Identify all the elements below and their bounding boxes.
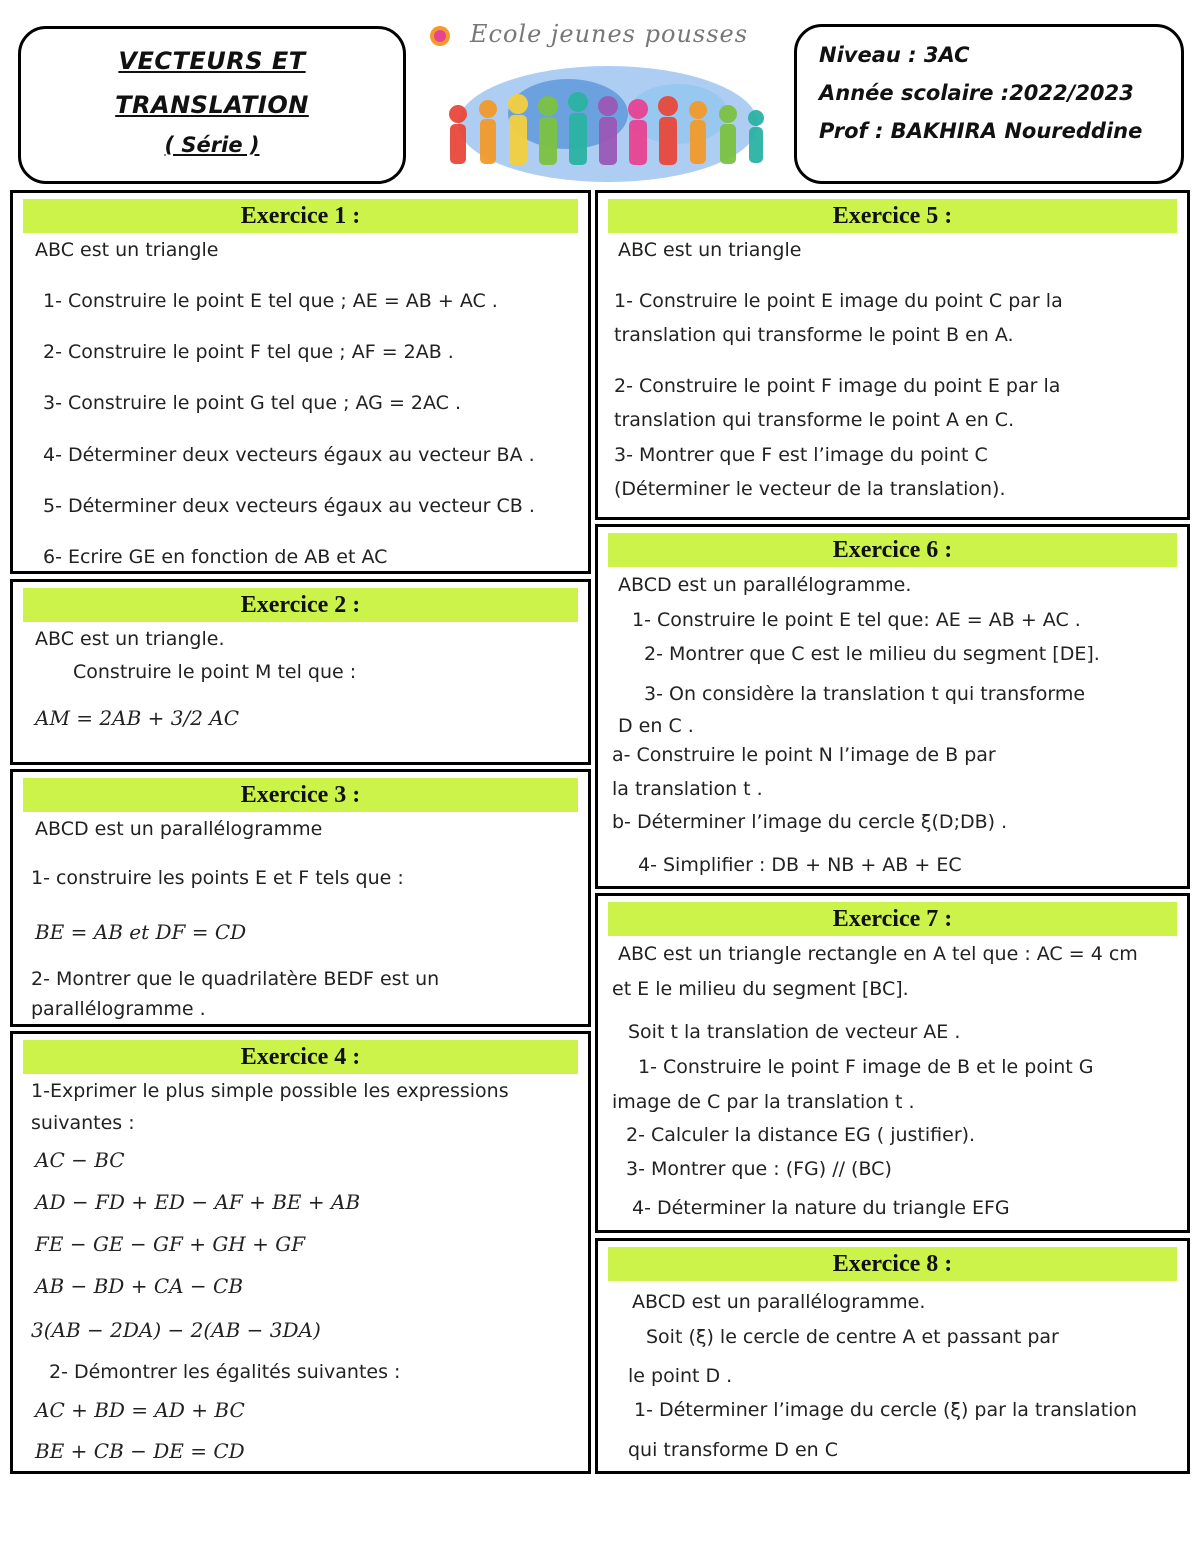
exercise-5-title: Exercice 5 : xyxy=(608,199,1177,233)
ex8-line: le point D . xyxy=(628,1365,733,1387)
ex8-line: Soit (ξ) le cercle de centre A et passant par xyxy=(646,1326,1059,1348)
exercise-6 xyxy=(595,524,1190,889)
exercise-2 xyxy=(10,579,591,765)
exercise-3 xyxy=(10,769,591,1027)
ex7-line: ABC est un triangle rectangle en A tel que : AC = 4 cm xyxy=(618,943,1138,965)
ex7-line: 2- Calculer la distance EG ( justifier). xyxy=(626,1124,976,1146)
ex1-line: 4- Déterminer deux vecteurs égaux au vecteur BA . xyxy=(43,444,535,466)
exercise-1 xyxy=(10,190,591,574)
ex6-line: la translation t . xyxy=(612,778,763,800)
info-box xyxy=(794,24,1184,184)
ex8-line: ABCD est un parallélogramme. xyxy=(632,1291,926,1313)
ex1-line: ABC est un triangle xyxy=(35,239,219,261)
ex5-line: ABC est un triangle xyxy=(618,239,802,261)
ex8-line: qui transforme D en C xyxy=(628,1439,839,1461)
ex4-line: 1-Exprimer le plus simple possible les expressions xyxy=(31,1080,509,1102)
ex3-line: 1- construire les points E et F tels que : xyxy=(31,867,404,889)
ex7-line: 1- Construire le point F image de B et le point G xyxy=(638,1056,1094,1078)
exercise-3-title: Exercice 3 : xyxy=(23,778,578,812)
ex2-line: Construire le point M tel que : xyxy=(73,661,357,683)
exercise-5 xyxy=(595,190,1190,520)
school-year-text: Année scolaire :2022/2023 xyxy=(819,81,1134,105)
ex4-line: 2- Démontrer les égalités suivantes : xyxy=(49,1361,401,1383)
ex4-expression: 3(AB − 2DA) − 2(AB − 3DA) xyxy=(31,1318,321,1342)
ex3-formula: BE = AB et DF = CD xyxy=(35,920,247,944)
ex6-line: b- Déterminer l’image du cercle ξ(D;DB) . xyxy=(612,811,1008,833)
ex4-expression: AD − FD + ED − AF + BE + AB xyxy=(35,1190,361,1214)
ex6-line: D en C . xyxy=(618,715,694,737)
school-name: Ecole jeunes pousses xyxy=(470,20,749,48)
exercise-8-title: Exercice 8 : xyxy=(608,1247,1177,1281)
ex5-line: translation qui transforme le point B en A. xyxy=(614,324,1014,346)
ex1-line: 2- Construire le point F tel que ; AF = 2AB . xyxy=(43,341,454,363)
ex3-line: ABCD est un parallélogramme xyxy=(35,818,323,840)
ex8-line: 1- Déterminer l’image du cercle (ξ) par la translation xyxy=(634,1399,1138,1421)
ex4-expression: AC − BC xyxy=(35,1148,125,1172)
level-text: Niveau : 3AC xyxy=(819,43,970,67)
ex6-line: 1- Construire le point E tel que: AE = AB + AC . xyxy=(632,609,1081,631)
ex5-line: 1- Construire le point E image du point C par la xyxy=(614,290,1063,312)
exercise-2-title: Exercice 2 : xyxy=(23,588,578,622)
exercise-4 xyxy=(10,1031,591,1474)
exercise-4-title: Exercice 4 : xyxy=(23,1040,578,1074)
ex7-line: image de C par la translation t . xyxy=(612,1091,915,1113)
ex1-line: 3- Construire le point G tel que ; AG = 2AC . xyxy=(43,392,461,414)
ex7-line: 3- Montrer que : (FG) // (BC) xyxy=(626,1158,892,1180)
title-line-3: ( Série ) xyxy=(164,133,260,157)
ex4-line: suivantes : xyxy=(31,1112,135,1134)
ex6-line: a- Construire le point N l’image de B par xyxy=(612,744,996,766)
teacher-text: Prof : BAKHIRA Noureddine xyxy=(819,119,1143,143)
ex4-expression: AB − BD + CA − CB xyxy=(35,1274,244,1298)
ex6-line: 4- Simplifier : DB + NB + AB + EC xyxy=(638,854,962,876)
exercise-1-title: Exercice 1 : xyxy=(23,199,578,233)
ex6-line: ABCD est un parallélogramme. xyxy=(618,574,912,596)
ex7-line: Soit t la translation de vecteur AE . xyxy=(628,1021,961,1043)
ex4-equality: AC + BD = AD + BC xyxy=(35,1398,245,1422)
ex5-line: (Déterminer le vecteur de la translation). xyxy=(614,478,1006,500)
title-line-2: TRANSLATION xyxy=(115,91,309,119)
ex3-line: parallélogramme . xyxy=(31,998,206,1020)
ex6-line: 3- On considère la translation t qui transforme xyxy=(644,683,1086,705)
ex1-line: 1- Construire le point E tel que ; AE = AB + AC . xyxy=(43,290,498,312)
ex7-line: 4- Déterminer la nature du triangle EFG xyxy=(632,1197,1010,1219)
ex2-line: ABC est un triangle. xyxy=(35,628,225,650)
ex4-equality: BE + CB − DE = CD xyxy=(35,1439,245,1463)
exercise-8 xyxy=(595,1238,1190,1474)
logo-mark-icon xyxy=(430,26,450,46)
title-box xyxy=(18,26,406,184)
ex7-line: et E le milieu du segment [BC]. xyxy=(612,978,909,1000)
ex4-expression: FE − GE − GF + GH + GF xyxy=(35,1232,306,1256)
exercise-7-title: Exercice 7 : xyxy=(608,902,1177,936)
exercise-6-title: Exercice 6 : xyxy=(608,533,1177,567)
ex5-line: 2- Construire le point F image du point E par la xyxy=(614,375,1061,397)
ex5-line: 3- Montrer que F est l’image du point C xyxy=(614,444,988,466)
ex5-line: translation qui transforme le point A en C. xyxy=(614,409,1015,431)
ex1-line: 5- Déterminer deux vecteurs égaux au vecteur CB . xyxy=(43,495,535,517)
ex1-line: 6- Ecrire GE en fonction de AB et AC xyxy=(43,546,388,568)
ex2-formula: AM = 2AB + 3/2 AC xyxy=(35,706,240,730)
ex3-line: 2- Montrer que le quadrilatère BEDF est un xyxy=(31,968,440,990)
ex6-line: 2- Montrer que C est le milieu du segment [DE]. xyxy=(644,643,1100,665)
exercise-7 xyxy=(595,893,1190,1233)
title-line-1: VECTEURS ET xyxy=(118,47,306,75)
